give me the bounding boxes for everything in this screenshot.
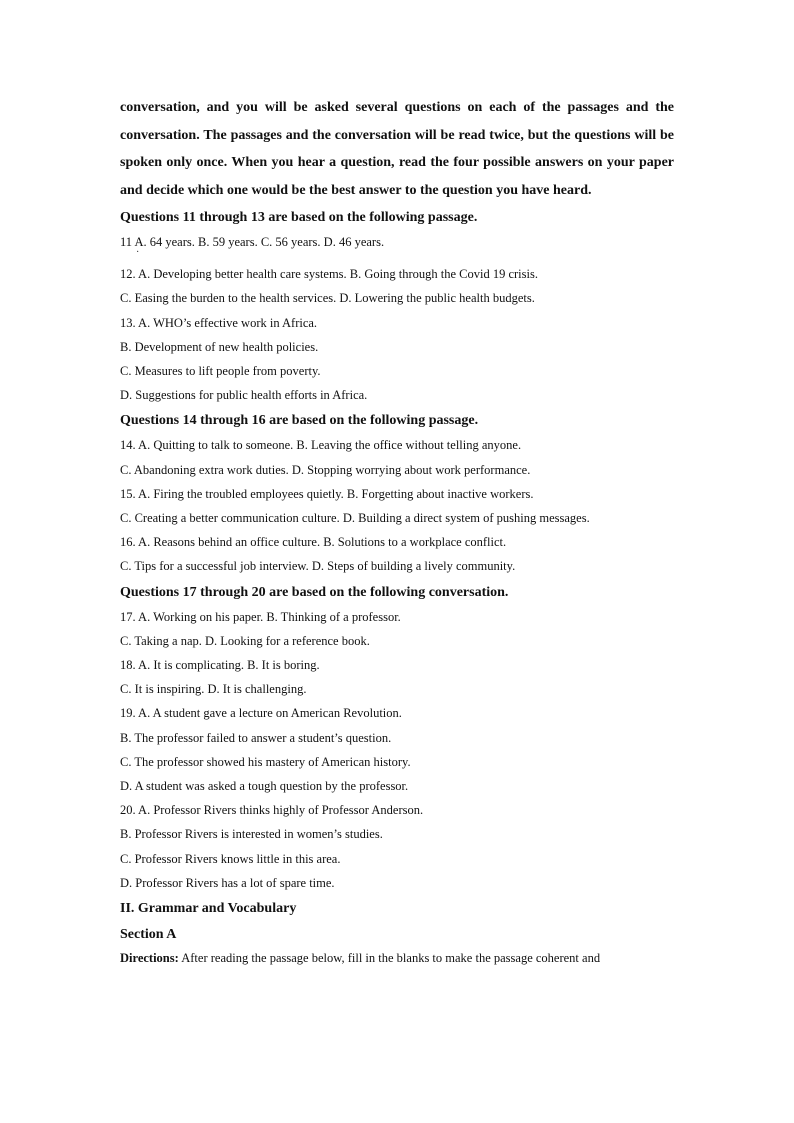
heading-questions-17-20: Questions 17 through 20 are based on the following conversation. — [120, 584, 509, 600]
directions-text: After reading the passage below, fill in the blanks to make the passage coherent and — [178, 951, 601, 966]
question-20-option-b: B. Professor Rivers is interested in women’s studies. — [120, 827, 383, 842]
question-19-option-b: B. The professor failed to answer a student’s question. — [120, 730, 392, 745]
question-19-option-d: D. A student was asked a tough question by the professor. — [120, 779, 409, 794]
question-11-mark: · — [136, 247, 140, 259]
heading-questions-14-16: Questions 14 through 16 are based on the following passage. — [120, 413, 479, 429]
question-18-line-1: 18. A. It is complicating. B. It is boring. — [120, 658, 320, 673]
question-14-line-2: C. Abandoning extra work duties. D. Stopping worrying about work performance. — [120, 462, 531, 477]
question-12-line-2: C. Easing the burden to the health services. D. Lowering the public health budgets. — [120, 291, 535, 306]
directions-label: Directions: — [120, 951, 179, 966]
question-17-line-1: 17. A. Working on his paper. B. Thinking of a professor. — [120, 609, 401, 624]
question-15-line-1: 15. A. Firing the troubled employees quietly. B. Forgetting about inactive workers. — [120, 486, 534, 501]
question-13-option-a: 13. A. WHO’s effective work in Africa. — [120, 315, 318, 330]
question-15-line-2: C. Creating a better communication culture. D. Building a direct system of pushing messages. — [120, 511, 590, 526]
question-14-line-1: 14. A. Quitting to talk to someone. B. Leaving the office without telling anyone. — [120, 438, 522, 453]
question-20-option-a: 20. A. Professor Rivers thinks highly of Professor Anderson. — [120, 803, 424, 818]
question-20-option-d: D. Professor Rivers has a lot of spare time. — [120, 875, 335, 890]
intro-paragraph: conversation, and you will be asked several questions on each of the passages and the conversation. The passages and the conversation will be read twice, but the questions will be spoken only once. When you hear a question, read the four possible answers on your paper and decide which one would be the best answer to the question you have heard. — [120, 100, 674, 198]
section-heading-grammar-vocabulary: II. Grammar and Vocabulary — [120, 901, 297, 917]
question-19-option-a: 19. A. A student gave a lecture on American Revolution. — [120, 706, 402, 721]
question-18-line-2: C. It is inspiring. D. It is challenging. — [120, 682, 307, 697]
directions-line — [120, 947, 674, 969]
question-17-line-2: C. Taking a nap. D. Looking for a reference book. — [120, 633, 370, 648]
question-16-line-2: C. Tips for a successful job interview. D. Steps of building a lively community. — [120, 559, 516, 574]
question-13-option-c: C. Measures to lift people from poverty. — [120, 364, 321, 379]
subsection-heading-section-a: Section A — [120, 927, 177, 943]
question-13-option-b: B. Development of new health policies. — [120, 339, 319, 354]
question-11: 11 A. 64 years. B. 59 years. C. 56 years. D. 46 years. — [120, 235, 385, 249]
question-20-option-c: C. Professor Rivers knows little in this area. — [120, 851, 341, 866]
question-16-line-1: 16. A. Reasons behind an office culture. B. Solutions to a workplace conflict. — [120, 535, 507, 550]
heading-questions-11-13: Questions 11 through 13 are based on the following passage. — [120, 210, 478, 225]
document-page — [120, 94, 674, 969]
question-19-option-c: C. The professor showed his mastery of American history. — [120, 754, 411, 769]
question-13-option-d: D. Suggestions for public health efforts in Africa. — [120, 388, 368, 403]
question-12-line-1: 12. A. Developing better health care systems. B. Going through the Covid 19 crisis. — [120, 267, 538, 282]
